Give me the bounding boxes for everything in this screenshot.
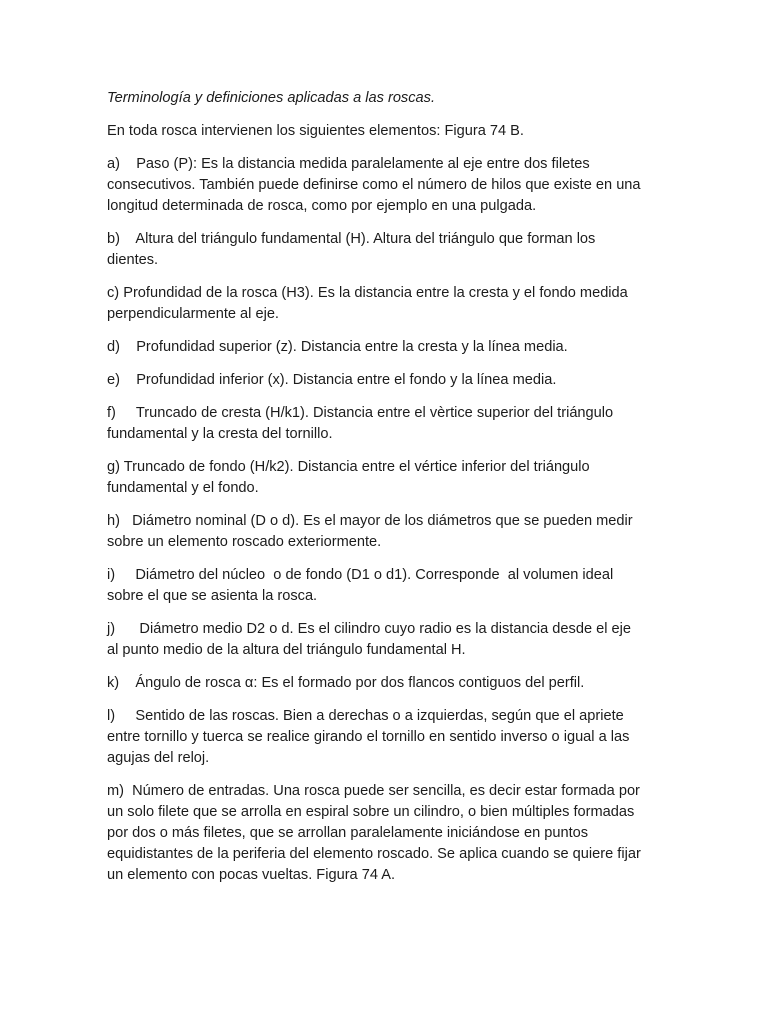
definition-line: j) Diámetro medio D2 o d. Es el cilindro cuyo radio es la distancia desde el eje <box>107 621 632 637</box>
definition-line: entre tornillo y tuerca se realice girando el tornillo en sentido inverso o igual a las <box>107 729 630 745</box>
definition-item <box>107 565 647 607</box>
definition-item <box>107 283 647 325</box>
definition-item <box>107 457 647 499</box>
definition-item <box>107 619 647 661</box>
definition-item <box>107 370 647 391</box>
definition-line: longitud determinada de rosca, como por ejemplo en una pulgada. <box>107 198 537 214</box>
definition-line: g) Truncado de fondo (H/k2). Distancia entre el vértice inferior del triángulo <box>107 459 590 475</box>
document-title: Terminología y definiciones aplicadas a las roscas. <box>107 90 435 106</box>
definition-line: al punto medio de la altura del triángulo fundamental H. <box>107 642 466 658</box>
definition-line: i) Diámetro del núcleo o de fondo (D1 o d1). Corresponde al volumen ideal <box>107 567 614 583</box>
definition-line: equidistantes de la periferia del elemento roscado. Se aplica cuando se quiere fijar <box>107 846 641 862</box>
definition-item <box>107 337 647 358</box>
definition-item <box>107 229 647 271</box>
definition-line: b) Altura del triángulo fundamental (H). Altura del triángulo que forman los <box>107 231 596 247</box>
definition-line: e) Profundidad inferior (x). Distancia entre el fondo y la línea media. <box>107 372 557 388</box>
definition-item <box>107 706 647 769</box>
definition-line: sobre el que se asienta la rosca. <box>107 588 318 604</box>
definition-line: perpendicularmente al eje. <box>107 306 279 322</box>
definition-item <box>107 673 647 694</box>
intro-paragraph: En toda rosca intervienen los siguientes elementos: Figura 74 B. <box>107 123 524 139</box>
definition-line: f) Truncado de cresta (H/k1). Distancia entre el vèrtice superior del triángulo <box>107 405 614 421</box>
definition-line: consecutivos. También puede definirse como el número de hilos que existe en una <box>107 177 641 193</box>
definition-line: k) Ángulo de rosca α: Es el formado por dos flancos contiguos del perfil. <box>107 675 585 691</box>
definition-line: fundamental y la cresta del tornillo. <box>107 426 333 442</box>
definition-line: dientes. <box>107 252 159 268</box>
definition-line: l) Sentido de las roscas. Bien a derechas o a izquierdas, según que el apriete <box>107 708 624 724</box>
definition-item <box>107 403 647 445</box>
definition-line: fundamental y el fondo. <box>107 480 259 496</box>
definition-list <box>107 154 647 886</box>
definition-line: un elemento con pocas vueltas. Figura 74 A. <box>107 867 395 883</box>
document-page <box>107 88 647 898</box>
definition-line: a) Paso (P): Es la distancia medida paralelamente al eje entre dos filetes <box>107 156 590 172</box>
definition-line: h) Diámetro nominal (D o d). Es el mayor de los diámetros que se pueden medir <box>107 513 633 529</box>
definition-line: sobre un elemento roscado exteriormente. <box>107 534 382 550</box>
definition-item <box>107 511 647 553</box>
definition-line: un solo filete que se arrolla en espiral sobre un cilindro, o bien múltiples formadas <box>107 804 635 820</box>
definition-line: c) Profundidad de la rosca (H3). Es la distancia entre la cresta y el fondo medida <box>107 285 628 301</box>
definition-line: m) Número de entradas. Una rosca puede ser sencilla, es decir estar formada por <box>107 783 640 799</box>
definition-line: d) Profundidad superior (z). Distancia entre la cresta y la línea media. <box>107 339 568 355</box>
definition-item <box>107 781 647 886</box>
definition-line: agujas del reloj. <box>107 750 210 766</box>
definition-item <box>107 154 647 217</box>
definition-line: por dos o más filetes, que se arrollan paralelamente iniciándose en puntos <box>107 825 589 841</box>
